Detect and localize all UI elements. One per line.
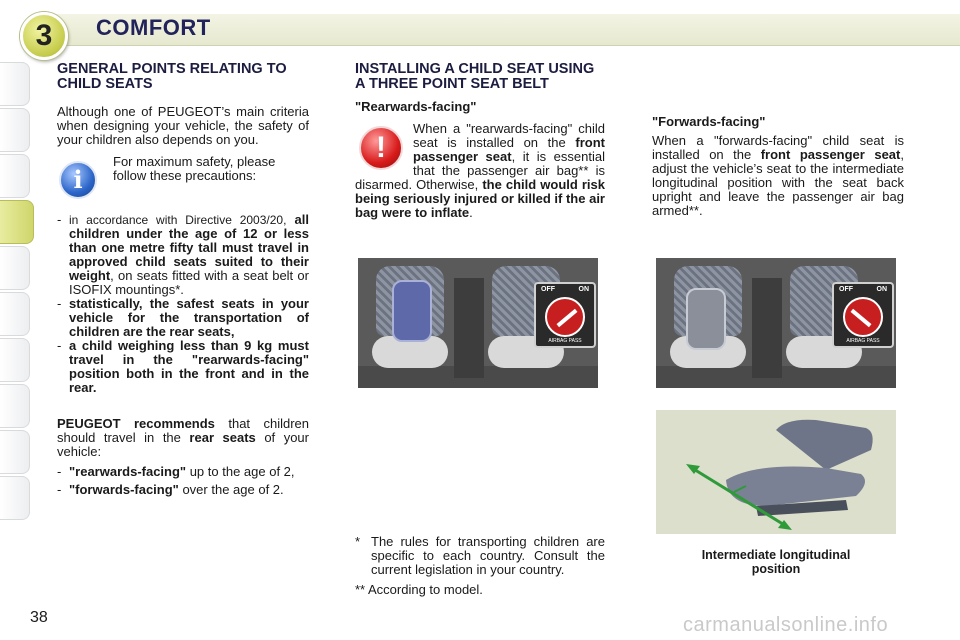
footnote-1-mark: * bbox=[355, 534, 361, 549]
sign-off-label: OFF bbox=[541, 286, 555, 293]
chapter-tab-6[interactable] bbox=[0, 292, 30, 336]
list-item: - "rearwards-facing" up to the age of 2, bbox=[57, 464, 295, 479]
chapter-tab-1[interactable] bbox=[0, 62, 30, 106]
footnote-1 bbox=[355, 535, 605, 577]
middle-heading: INSTALLING A CHILD SEAT USING A THREE POINT SEAT BELT bbox=[355, 61, 595, 92]
bullet3-bold: a child weighing less than 9 kg must travel in the "rearwards-facing" position both in the front and in the rear. bbox=[69, 338, 309, 395]
intro-paragraph: Although one of PEUGEOT’s main criteria when designing your vehicle, the safety of your children also depends on you. bbox=[57, 104, 309, 147]
rec2-bold: "forwards-facing" bbox=[69, 482, 179, 497]
chapter-tab-8[interactable] bbox=[0, 384, 30, 428]
watermark: carmanualsonline.info bbox=[683, 614, 889, 636]
recommends-bold: PEUGEOT recommends bbox=[57, 416, 215, 431]
airbag-arrow-icon bbox=[843, 297, 883, 337]
list-item: - statistically, the safest seats in your vehicle for the transportation of children are the rear seats, bbox=[57, 296, 309, 339]
chapter-tab-4-active[interactable] bbox=[0, 200, 34, 244]
airbag-off-sign bbox=[534, 282, 596, 348]
rearwards-pre: When a "rearwards-facing" child seat is installed on the bbox=[413, 121, 605, 150]
chapter-tab-7[interactable] bbox=[0, 338, 30, 382]
chapter-number: 3 bbox=[35, 19, 53, 52]
rec1-bold: "rearwards-facing" bbox=[69, 464, 187, 479]
rearwards-mid: , it is essential that the passenger air bag** is disarmed. Otherwise, bbox=[355, 149, 605, 192]
photo-console bbox=[454, 278, 484, 378]
sign-off-label: OFF bbox=[839, 286, 853, 293]
chapter-tab-10[interactable] bbox=[0, 476, 30, 520]
forwards-paragraph bbox=[652, 134, 904, 218]
bullet1-bold: all children under the age of 12 or less than one metre fifty tall must travel in approved child seats suited to their weight bbox=[69, 212, 309, 283]
left-heading: GENERAL POINTS RELATING TO CHILD SEATS bbox=[57, 61, 287, 92]
child-seat-rearwards bbox=[392, 280, 432, 342]
rearwards-subheading: "Rearwards-facing" bbox=[355, 99, 477, 114]
list-item: - a child weighing less than 9 kg must travel in the "rearwards-facing" position both in the front and in the rear. bbox=[57, 338, 309, 395]
info-text: For maximum safety, please follow these precautions: bbox=[113, 154, 276, 183]
rearwards-post: . bbox=[469, 205, 473, 220]
airbag-on-sign bbox=[832, 282, 894, 348]
chapter-tabs bbox=[0, 62, 34, 522]
chapter-tab-2[interactable] bbox=[0, 108, 30, 152]
list-item: - in accordance with Directive 2003/20, all children under the age of 12 or less than one metre fifty tall must travel in approved child seats suited to their weight, on seats fitted with a seat belt or ISOFIX mountings*. bbox=[57, 212, 309, 297]
right-column bbox=[652, 115, 904, 218]
recommends-mid: that children should travel in the bbox=[57, 416, 309, 445]
footnotes bbox=[355, 535, 605, 597]
chapter-tab-3[interactable] bbox=[0, 154, 30, 198]
bullet1-pre: in accordance with Directive 2003/20, bbox=[69, 213, 287, 227]
page-number: 38 bbox=[30, 609, 48, 626]
sign-on-label: ON bbox=[876, 286, 887, 293]
diagram-caption: Intermediate longitudinal position bbox=[701, 548, 851, 576]
rearwards-bold2: the child would risk being seriously injured or killed if the air bag were to inflate bbox=[355, 177, 605, 220]
footnote-1-text: The rules for transporting children are specific to each country. Consult the current legislation in your country. bbox=[371, 534, 605, 577]
info-block bbox=[57, 155, 309, 199]
recommends-post: of your vehicle: bbox=[57, 430, 309, 459]
recommends-bold2: rear seats bbox=[189, 430, 256, 445]
forwards-bold: front passenger seat bbox=[760, 147, 901, 162]
list-item: - "forwards-facing" over the age of 2. bbox=[57, 482, 284, 497]
forwards-pre: When a "forwards-facing" child seat is installed on the bbox=[652, 133, 904, 162]
sign-on-label: ON bbox=[578, 286, 589, 293]
rearwards-paragraph bbox=[355, 122, 605, 220]
bullet2-bold: statistically, the safest seats in your vehicle for the transportation of children are the rear seats, bbox=[69, 296, 309, 339]
footnote-2: ** According to model. bbox=[355, 582, 483, 597]
rec1-post: up to the age of 2, bbox=[186, 464, 295, 479]
child-seat-forwards bbox=[686, 288, 726, 350]
left-column bbox=[57, 62, 309, 497]
airbag-arrow-icon bbox=[545, 297, 585, 337]
forwards-subheading: "Forwards-facing" bbox=[652, 114, 766, 129]
chapter-tab-9[interactable] bbox=[0, 430, 30, 474]
seat-diagram-svg bbox=[656, 410, 896, 534]
sign-foot-label: AIRBAG PASS bbox=[846, 338, 880, 344]
rec2-post: over the age of 2. bbox=[178, 482, 284, 497]
photo-console bbox=[752, 278, 782, 378]
bullet1-post: , on seats fitted with a seat belt or ISOFIX mountings*. bbox=[69, 268, 309, 297]
forwards-facing-photo bbox=[656, 258, 896, 388]
rearwards-bold1: front passenger seat bbox=[413, 135, 605, 164]
page-title: COMFORT bbox=[96, 15, 211, 40]
seat-position-diagram bbox=[656, 410, 896, 534]
warning-icon: ! bbox=[359, 126, 403, 170]
chapter-tab-5[interactable] bbox=[0, 246, 30, 290]
recommends-paragraph bbox=[57, 417, 309, 459]
middle-column bbox=[355, 62, 605, 220]
chapter-badge bbox=[20, 12, 68, 60]
forwards-post: , adjust the vehicle’s seat to the intermediate longitudinal position with the seat back upright and leave the passenger air bag armed**. bbox=[652, 147, 904, 218]
rearwards-facing-photo bbox=[358, 258, 598, 388]
info-icon: i bbox=[59, 161, 97, 199]
sign-foot-label: AIRBAG PASS bbox=[548, 338, 582, 344]
